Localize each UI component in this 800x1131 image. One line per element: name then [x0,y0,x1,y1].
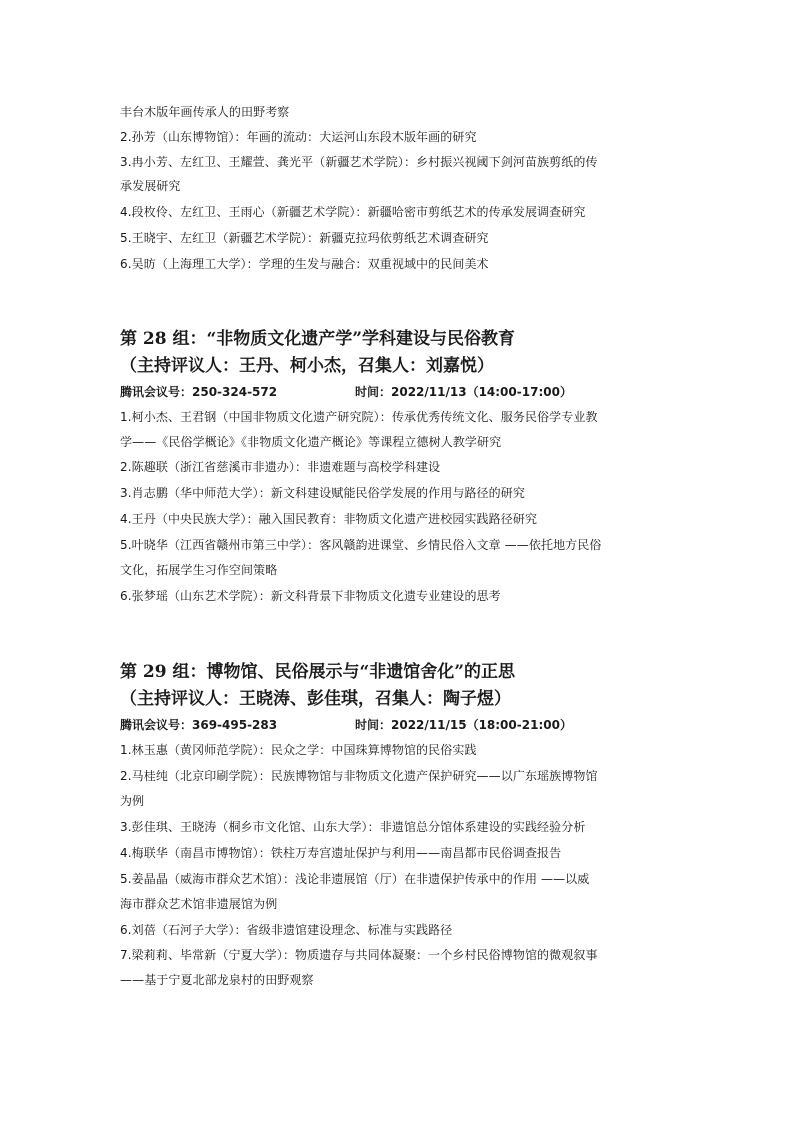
intro-line-5: 4.段枚伶、左红卫、王雨心（新疆艺术学院）：新疆哈密市剪纸艺术的传承发展调查研究 [120,205,586,219]
intro-line-7: 6.吴昉（上海理工大学）：学理的生发与融合：双重视域中的民间美术 [120,257,489,271]
group28-line-5: 4.王丹（中央民族大学）：融入国民教育：非物质文化遗产进校园实践路径研究 [120,512,538,526]
group28-line-1: 1.柯小杰、王君钢（中国非物质文化遗产研究院）：传承优秀传统文化、服务民俗学专业教 [120,410,598,424]
intro-line-2: 2.孙芳（山东博物馆）：年画的流动：大运河山东段木版年画的研究 [120,130,477,144]
group28-line-2: 学——《民俗学概论》《非物质文化遗产概论》等课程立德树人教学研究 [120,435,502,449]
group29-line-8: 6.刘蓓（石河子大学）：省级非遗馆建设理念、标准与实践路径 [120,923,453,937]
intro-line-6: 5.王晓宇、左红卫（新疆艺术学院）：新疆克拉玛依剪纸艺术调查研究 [120,231,489,245]
group28-meeting-id: 腾讯会议号：250-324-572 [120,385,278,399]
group29-line-6: 5.姜晶晶（威海市群众艺术馆）：浅论非遗展馆（厅）在非遗保护传承中的作用 ——以威 [120,872,590,886]
group28-line-8: 6.张梦瑶（山东艺术学院）：新文科背景下非物质文化遗专业建设的思考 [120,589,501,603]
group28-time: 时间：2022/11/13（14:00-17:00） [355,385,572,399]
group28-subtitle: （主持评议人：王丹、柯小杰，召集人：刘嘉悦） [120,356,494,376]
group29-subtitle: （主持评议人：王晓涛、彭佳琪，召集人：陶子煜） [120,689,511,709]
group29-title: 第 29 组：博物馆、民俗展示与“非遗馆舍化”的正思 [120,662,516,682]
group29-line-2: 2.马桂纯（北京印刷学院）：民族博物馆与非物质文化遗产保护研究——以广东瑶族博物馆 [120,769,598,783]
group29-meeting-row [120,717,720,733]
group28-line-3: 2.陈趣联（浙江省慈溪市非遗办）：非遗难题与高校学科建设 [120,460,441,474]
intro-line-4: 承发展研究 [120,179,181,193]
group29-line-3: 为例 [120,794,145,808]
group29-line-9: 7.梁莉莉、毕常新（宁夏大学）：物质遗存与共同体凝聚：一个乡村民俗博物馆的微观叙事 [120,948,598,962]
group29-line-7: 海市群众艺术馆非遗展馆为例 [120,897,278,911]
group29-line-1: 1.林玉惠（黄冈师范学院）：民众之学：中国珠算博物馆的民俗实践 [120,743,477,757]
group29-line-4: 3.彭佳琪、王晓涛（桐乡市文化馆、山东大学）：非遗馆总分馆体系建设的实践经验分析 [120,820,586,834]
group28-line-4: 3.肖志鹏（华中师范大学）：新文科建设赋能民俗学发展的作用与路径的研究 [120,486,525,500]
group28-meeting-row [120,384,720,400]
group29-time: 时间：2022/11/15（18:00-21:00） [355,718,572,732]
group28-line-7: 文化，拓展学生习作空间策略 [120,563,278,577]
group28-line-6: 5.叶晓华（江西省赣州市第三中学）：客风赣韵进课堂、乡情民俗入文章 ——依托地方民俗 [120,538,602,552]
group29-line-10: ——基于宁夏北部龙泉村的田野观察 [120,973,314,987]
intro-line-1: 丰台木版年画传承人的田野考察 [120,105,290,119]
intro-line-3: 3.冉小芳、左红卫、王耀萱、龚光平（新疆艺术学院）：乡村振兴视阈下剑河苗族剪纸的传 [120,155,598,169]
group29-meeting-id: 腾讯会议号：369-495-283 [120,718,278,732]
group29-line-5: 4.梅联华（南昌市博物馆）：铁柱万寿宫遗址保护与利用——南昌都市民俗调查报告 [120,846,562,860]
group28-title: 第 28 组：“非物质文化遗产学”学科建设与民俗教育 [120,329,516,349]
